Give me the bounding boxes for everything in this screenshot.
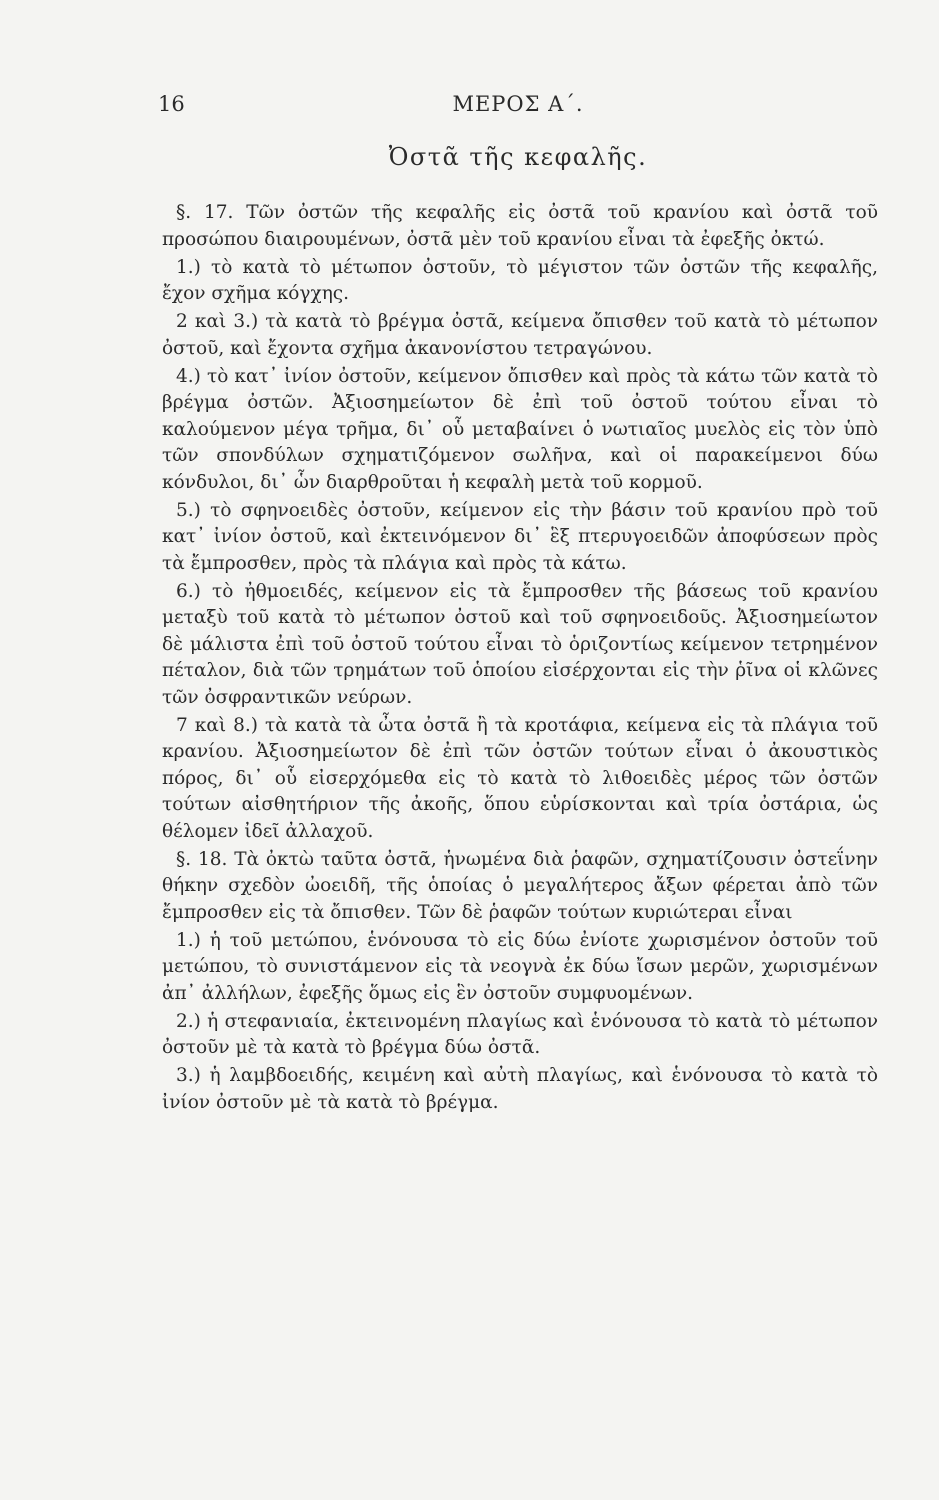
paragraph-suture-1: 1.) ἡ τοῦ μετώπου, ἑνόνουσα τὸ εἰς δύω ἐνίοτε χωρισμένον ὀστοῦν τοῦ μετώπου, τὸ συνιστάμενον εἰς τὰ νεογνὰ ἐκ δύω ἴσων μερῶν, χωρισμένων ἀπ᾽ ἀλλήλων, ἐφεξῆς ὅμως εἰς ἓν ὀστοῦν συμφυομένων. <box>162 929 878 1004</box>
paragraph-item-6: 6.) τὸ ἠθμοειδές, κείμενον εἰς τὰ ἔμπροσθεν τῆς βάσεως τοῦ κρανίου μεταξὺ τοῦ κατὰ τὸ μέτωπον ὀστοῦ καὶ τοῦ σφηνοειδοῦς. Ἀξιοσημείωτον δὲ μάλιστα ἐπὶ τοῦ ὀστοῦ τούτου εἶναι τὸ ὁριζοντίως κείμενον τετρημένον πέταλον, διὰ τῶν τρημάτων τοῦ ὁποίου εἰσέρχονται εἰς τὴν ῥῖνα οἱ κλῶνες τῶν ὀσφραντικῶν νεύρων. <box>162 580 878 708</box>
body-text <box>162 200 878 1118</box>
paragraph-section-18: §. 18. Τὰ ὀκτὼ ταῦτα ὀστᾶ, ἡνωμένα διὰ ῥαφῶν, σχηματίζουσιν ὀστεΐνην θήκην σχεδὸν ὠοειδῆ, τῆς ὁποίας ὁ μεγαλήτερος ἄξων φέρεται ἀπὸ τῶν ἔμπροσθεν εἰς τὰ ὄπισθεν. Τῶν δὲ ῥαφῶν τούτων κυριώτεραι εἶναι <box>162 848 878 923</box>
paragraph-item-4: 4.) τὸ κατ᾽ ἰνίον ὀστοῦν, κείμενον ὄπισθεν καὶ πρὸς τὰ κάτω τῶν κατὰ τὸ βρέγμα ὀστῶν. Ἀξιοσημείωτον δὲ ἐπὶ τοῦ ὀστοῦ τούτου εἶναι τὸ καλούμενον μέγα τρῆμα, δι᾽ οὗ μεταβαίνει ὁ νωτιαῖος μυελὸς εἰς τὸν ὑπὸ τῶν σπονδύλων σχηματιζόμενον σωλῆνα, καὶ οἱ παρακείμενοι δύω κόνδυλοι, δι᾽ ὧν διαρθροῦται ἡ κεφαλὴ μετὰ τοῦ κορμοῦ. <box>162 365 878 493</box>
paragraph-item-2-3: 2 καὶ 3.) τὰ κατὰ τὸ βρέγμα ὀστᾶ, κείμενα ὄπισθεν τοῦ κατὰ τὸ μέτωπον ὀστοῦ, καὶ ἔχοντα σχῆμα ἀκανονίστου τετραγώνου. <box>162 311 878 359</box>
page-number: 16 <box>158 92 185 116</box>
paragraph-item-7-8: 7 καὶ 8.) τὰ κατὰ τὰ ὦτα ὀστᾶ ἢ τὰ κροτάφια, κείμενα εἰς τὰ πλάγια τοῦ κρανίου. Ἀξιοσημείωτον δὲ ἐπὶ τῶν ὀστῶν τούτων εἶναι ὁ ἀκουστικὸς πόρος, δι᾽ οὗ εἰσερχόμεθα εἰς τὸ κατὰ τὸ λιθοειδὲς μέρος τῶν ὀστῶν τούτων αἰσθητήριον τῆς ἀκοῆς, ὅπου εὑρίσκονται καὶ τρία ὀστάρια, ὡς θέλομεν ἰδεῖ ἀλλαχοῦ. <box>162 714 878 842</box>
section-title: Ὀστᾶ τῆς κεφαλῆς. <box>388 143 648 171</box>
running-head-title: ΜΕΡΟΣ Α΄. <box>452 92 584 116</box>
running-head <box>158 92 878 122</box>
paragraph-suture-2: 2.) ἡ στεφανιαία, ἐκτεινομένη πλαγίως καὶ ἑνόνουσα τὸ κατὰ τὸ μέτωπον ὀστοῦν μὲ τὰ κατὰ τὸ βρέγμα δύω ὀστᾶ. <box>162 1010 878 1058</box>
paragraph-section-17: §. 17. Τῶν ὀστῶν τῆς κεφαλῆς εἰς ὀστᾶ τοῦ κρανίου καὶ ὀστᾶ τοῦ προσώπου διαιρουμένων, ὀστᾶ μὲν τοῦ κρανίου εἶναι τὰ ἐφεξῆς ὀκτώ. <box>162 202 878 250</box>
paragraph-item-1: 1.) τὸ κατὰ τὸ μέτωπον ὀστοῦν, τὸ μέγιστον τῶν ὀστῶν τῆς κεφαλῆς, ἔχον σχῆμα κόγχης. <box>162 256 878 304</box>
paragraph-suture-3: 3.) ἡ λαμβδοειδής, κειμένη καὶ αὐτὴ πλαγίως, καὶ ἑνόνουσα τὸ κατὰ τὸ ἰνίον ὀστοῦν μὲ τὰ κατὰ τὸ βρέγμα. <box>162 1065 878 1113</box>
paragraph-item-5: 5.) τὸ σφηνοειδὲς ὀστοῦν, κείμενον εἰς τὴν βάσιν τοῦ κρανίου πρὸ τοῦ κατ᾽ ἰνίον ὀστοῦ, καὶ ἐκτεινόμενον δι᾽ ἓξ πτερυγοειδῶν ἀποφύσεων πρὸς τὰ ἔμπροσθεν, πρὸς τὰ πλάγια καὶ πρὸς τὰ κάτω. <box>162 499 878 574</box>
